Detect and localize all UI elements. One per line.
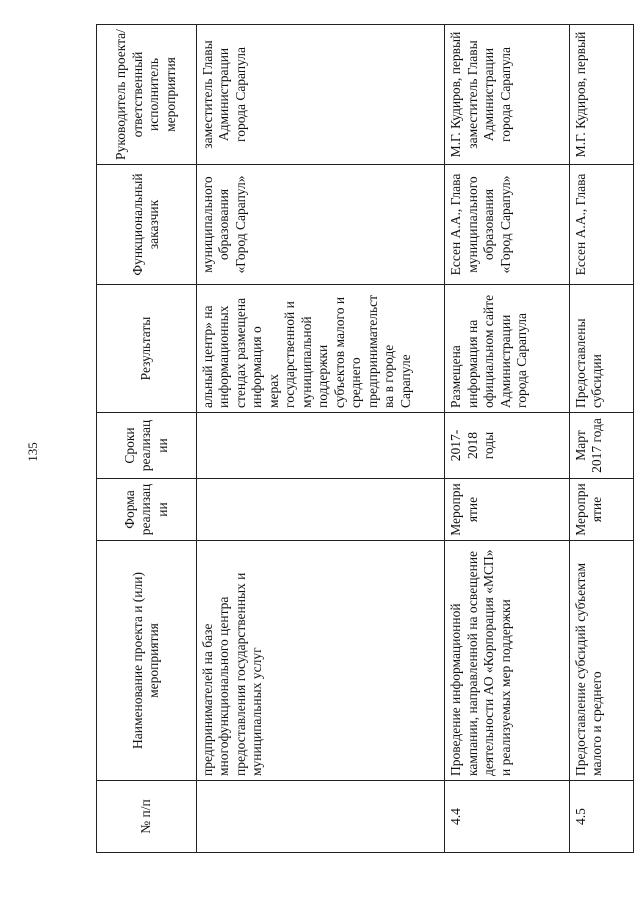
cell-number: 4.5 [569,781,633,853]
cell-customer: Ессен А.А., Глава [569,165,633,285]
cell-name: Предоставление субсидий субъектам малого и среднего [569,541,633,781]
header-results: Результаты [97,285,197,413]
header-form: Форма реализации [97,479,197,541]
cell-head: заместитель Главы Администрации города Сарапула [196,25,445,165]
header-name: Наименование проекта и (или) мероприятия [97,541,197,781]
cell-customer: муниципального образования «Город Сарапул» [196,165,445,285]
cell-term: 2017-2018 годы [445,413,569,479]
cell-term: Март 2017 года [569,413,633,479]
table-row [569,25,633,853]
cell-form: Мероприятие [569,479,633,541]
table-container [96,25,636,853]
cell-form [196,479,445,541]
cell-result: Размещена информация на официальном сайте Администрации города Сарапула [445,285,569,413]
cell-result: Предоставлены субсидии [569,285,633,413]
cell-name: предпринимателей на базе многофункционального центра предоставления государственных и муниципальных услуг [196,541,445,781]
cell-number: 4.4 [445,781,569,853]
header-number: № п/п [97,781,197,853]
table-row [445,25,569,853]
table-header-row [97,25,197,853]
cell-term [196,413,445,479]
table-row [196,25,445,853]
cell-number [196,781,445,853]
cell-head: М.Г. Кудиров, первый заместитель Главы Администрации города Сарапула [445,25,569,165]
measures-table [96,24,634,853]
cell-name: Проведение информационной кампании, направленной на освещение деятельности АО «Корпорация «МСП» и реализуемых мер поддержки [445,541,569,781]
cell-customer: Ессен А.А., Глава муниципального образования «Город Сарапул» [445,165,569,285]
cell-result: альный центр» на информационных стендах размещена информация о мерах государственной и муниципальной поддержки субъектов малого и среднего предпринимательства в городе Сарапуле [196,285,445,413]
header-term: Сроки реализации [97,413,197,479]
cell-form: Мероприятие [445,479,569,541]
cell-head: М.Г. Кудиров, первый [569,25,633,165]
page-number: 135 [25,442,40,462]
header-customer: Функциональный заказчик [97,165,197,285]
header-head: Руководитель проекта/ ответственный исполнитель мероприятия [97,25,197,165]
